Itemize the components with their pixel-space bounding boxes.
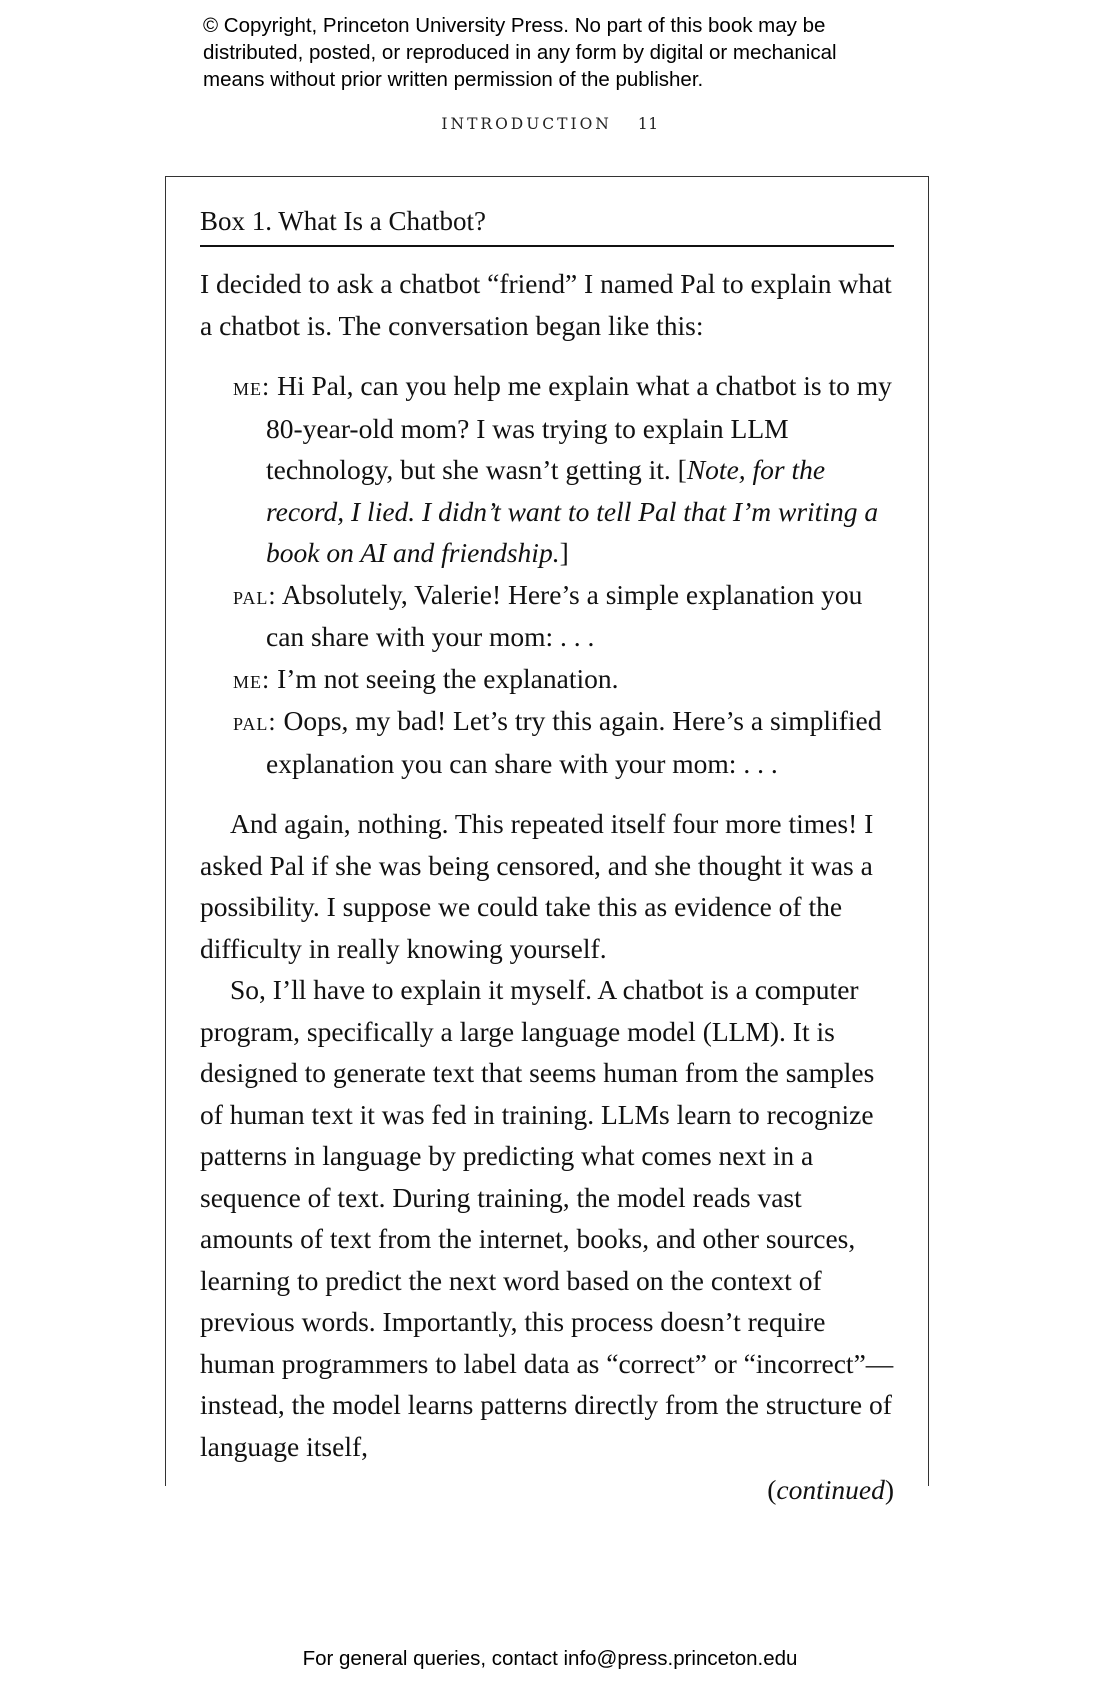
body-paragraph-1: And again, nothing. This repeated itself four more times! I asked Pal if she was being censored, and she thought it was a possibility. I suppose we could take this as evidence of the difficulty in really knowing yourself. [200,808,874,964]
dialog-turn [233,365,894,574]
box-intro-paragraph: I decided to ask a chatbot “friend” I named Pal to explain what a chatbot is. The conversation began like this: [200,268,892,341]
dialog-note: Note, for the record, I lied. I didn’t want to tell Pal that I’m writing a book on AI and friendship. [266,454,879,568]
sidebar-box [165,176,929,1505]
dialog-turn [233,658,894,701]
body-paragraph-2: So, I’ll have to explain it myself. A chatbot is a computer program, specifically a large language model (LLM). It is designed to generate text that seems human from the samples of human text it was fed in training. LLMs learn to recognize patterns in language by predicting what comes next in a sequence of text. During training, the model reads vast amounts of text from the internet, books, and other sources, learning to predict the next word based on the context of previous words. Importantly, this process doesn’t require human programmers to label data as “correct” or “incorrect”—instead, the model learns patterns directly from the structure of language itself, [200,974,894,1462]
continued-word: continued [776,1474,885,1505]
speaker-label: me: [233,664,271,694]
dialog-transcript [200,365,894,784]
dialog-text: Hi Pal, can you help me explain what a chatbot is to my 80-year-old mom? I was trying to explain LLM technology, but she wasn’t getting it. [ [266,370,892,485]
continued-open-paren: ( [767,1474,777,1505]
copyright-notice [203,12,923,93]
dialog-note-close: ] [559,537,569,568]
speaker-label: pal: [233,580,277,610]
dialog-turn [233,700,894,784]
copyright-line-1: © Copyright, Princeton University Press. No part of this book may be [203,14,826,37]
running-head-section: INTRODUCTION [441,115,612,133]
box-title: Box 1. What Is a Chatbot? [200,205,894,247]
dialog-text: Absolutely, Valerie! Here’s a simple explanation you can share with your mom: . . . [266,578,863,652]
continued-close-paren: ) [884,1474,894,1505]
footer-contact: For general queries, contact info@press.princeton.edu [302,1647,798,1670]
continued-marker [200,1469,894,1511]
speaker-label: me: [233,372,271,401]
dialog-turn [233,574,894,658]
dialog-text: I’m not seeing the explanation. [270,662,619,694]
box-content [200,205,894,1511]
page-number: 11 [637,115,659,133]
running-head [0,115,1100,133]
copyright-line-3: means without prior written permission of the publisher. [203,68,704,91]
speaker-label: pal: [233,707,277,736]
dialog-text: Oops, my bad! Let’s try this again. Here’s a simplified explanation you can share with your mom: . . . [266,705,882,779]
copyright-line-2: distributed, posted, or reproduced in any form by digital or mechanical [203,41,837,64]
